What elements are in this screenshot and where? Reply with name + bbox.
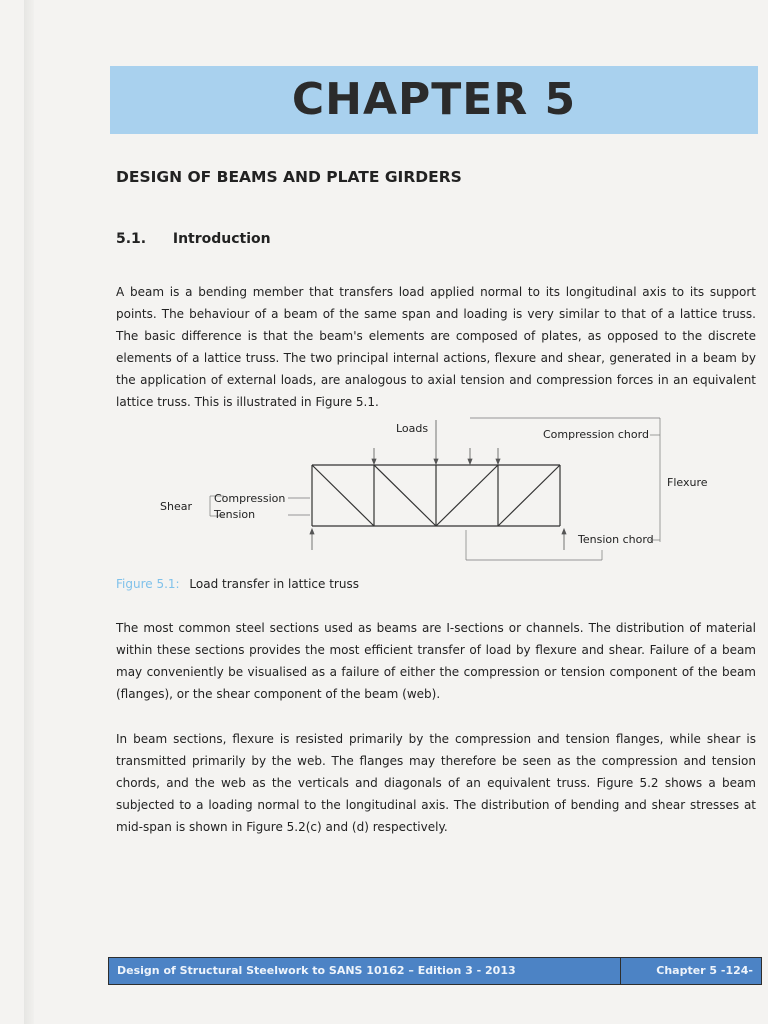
footer-book-title: Design of Structural Steelwork to SANS 10162 – Edition 3 - 2013 [109, 958, 621, 984]
paragraph-flexure-shear: In beam sections, flexure is resisted primarily by the compression and tension flanges, while shear is transmitted primarily by the web. The flanges may therefore be seen as the compression and tension chords, and the web as the verticals and diagonals of an equivalent truss. Figure 5.2 shows a beam subjected to a loading normal to the longitudinal axis. The distribution of bending and shear stresses at mid-span is shown in Figure 5.2(c) and (d) respectively. [116, 732, 756, 834]
truss-diagonal [436, 465, 498, 526]
label-compression-chord: Compression chord [543, 428, 649, 441]
truss-diagonal [312, 465, 374, 526]
page-binding-edge [24, 0, 34, 1024]
truss-diagonal [498, 465, 560, 526]
label-tension: Tension [214, 508, 256, 521]
figure-caption [116, 577, 359, 591]
paragraph-sections: The most common steel sections used as beams are I-sections or channels. The distribution of material within these sections provides the most efficient transfer of load by flexure and shear. Failure of a beam may conveniently be visualised as a failure of either the compression or tension component of the beam (flanges), or the shear component of the beam (web). [116, 621, 756, 701]
page-footer [108, 957, 762, 985]
label-flexure: Flexure [667, 476, 708, 489]
figure-caption-number: Figure 5.1: [116, 577, 180, 591]
chapter-title: CHAPTER 5 [291, 74, 577, 125]
paragraph-intro: A beam is a bending member that transfers load applied normal to its longitudinal axis to its support points. The behaviour of a beam of the same span and loading is very similar to that of a lattice truss. The basic difference is that the beam's elements are composed of plates, as opposed to the discrete elements of a lattice truss. The two principal internal actions, flexure and shear, generated in a beam by the application of external loads, are analogous to axial tension and compression forces in an equivalent lattice truss. This is illustrated in Figure 5.1. [116, 285, 756, 409]
subsection-title: Introduction [172, 231, 271, 247]
truss-diagram [140, 410, 708, 575]
label-shear: Shear [160, 500, 192, 513]
subsection-number: 5.1. [116, 231, 147, 247]
label-compression: Compression [214, 492, 286, 505]
figure-caption-text: Load transfer in lattice truss [189, 577, 359, 591]
subsection-heading [116, 231, 271, 247]
label-loads: Loads [396, 422, 429, 435]
footer-page-number: Chapter 5 -124- [656, 964, 753, 977]
truss-diagonal [374, 465, 436, 526]
section-title: DESIGN OF BEAMS AND PLATE GIRDERS [116, 168, 462, 186]
figure-lattice-truss [140, 410, 708, 575]
label-tension-chord: Tension chord [578, 533, 654, 546]
